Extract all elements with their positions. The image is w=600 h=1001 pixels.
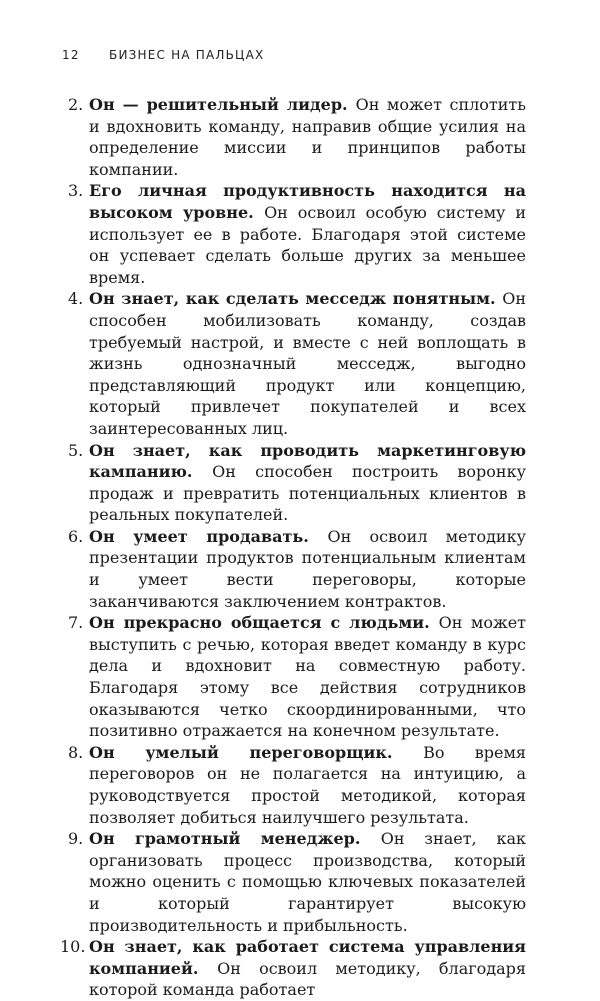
item-number: 7. [68,613,84,633]
list-item [60,936,527,1001]
item-number: 4. [68,289,84,309]
item-number: 10. [60,937,86,957]
item-text: Во время переговоров он не полагается на интуицию, а руководствуется простой методикой, которая позволяет добиться наилучшего результата. [89,742,526,827]
running-head [62,48,264,62]
item-title: Он умелый переговорщик. [89,742,393,762]
item-text: Он знает, как организовать процесс производства, который можно оценить с помощью ключевых показателей и который гарантирует высокую производительность и прибыльность. [89,829,526,935]
item-text: Он может выступить с речью, которая введет команду в курс дела и вдохновит на совместную работу. Благодаря этому все действия сотрудников оказываются четко скоординированными, что позитивно отражается на конечном результате. [89,613,527,741]
list-item [68,94,526,180]
book-title: БИЗНЕС НА ПАЛЬЦАХ [109,48,265,62]
item-title: Его личная продуктивность находится на высоком уровне. [89,181,526,222]
item-title: Он грамотный менеджер. [89,829,361,849]
list-item [68,288,526,439]
list-item [68,526,526,612]
item-text: Он может сплотить и вдохновить команду, направив общие усилия на определение миссии и принципов работы компании. [89,95,526,179]
item-title: Он умеет продавать. [89,526,309,546]
item-text: Он освоил особую систему и использует ее в работе. Благодаря этой системе он успевает сделать больше других за меньшее время. [89,202,526,287]
list-item [68,828,526,936]
item-number: 6. [68,526,84,546]
item-number: 5. [68,440,84,460]
item-title: Он знает, как сделать месседж понятным. [89,289,496,309]
item-title: Он — решительный лидер. [89,95,348,114]
item-number: 8. [68,742,84,762]
item-title: Он прекрасно общается с людьми. [89,613,430,633]
item-text: Он освоил методику презентации продуктов потенциальным клиентам и умеет вести переговоры, которые заканчиваются заключением контрактов. [89,526,527,611]
item-title: Он знает, как проводить маркетинговую кампанию. [89,440,526,482]
list-item [68,742,526,828]
item-text: Он освоил методику, благодаря которой команда работает [89,958,527,1000]
page-number: 12 [62,48,80,62]
item-number: 3. [68,181,84,201]
list-item [68,612,526,742]
item-number: 9. [68,829,84,849]
item-text: Он способен мобилизовать команду, создав требуемый настрой, и вместе с ней воплощать в жизнь однозначный месседж, выгодно представляющий продукт или концепцию, который привлечет покупателей и всех заинтересованных лиц. [89,289,526,438]
numbered-list [60,94,527,1001]
item-text: Он способен построить воронку продаж и превратить потенциальных клиентов в реальных покупателей. [89,462,526,525]
item-number: 2. [68,95,84,114]
item-title: Он знает, как работает система управления компанией. [89,937,526,978]
list-item [68,180,526,288]
list-item [68,440,526,526]
